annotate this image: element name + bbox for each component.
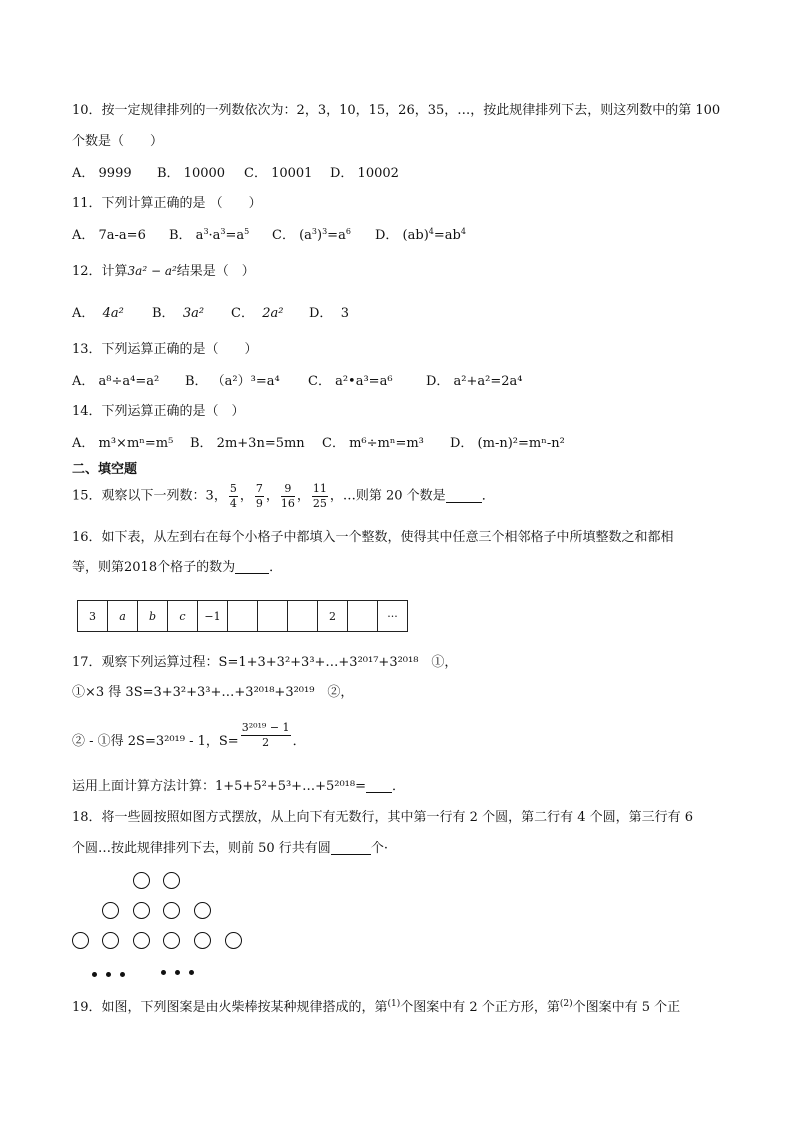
circle (102, 932, 119, 949)
grid-cell: 2 (318, 601, 348, 632)
q15-fraction-1: $\frac{5}{4}$ (229, 482, 237, 510)
q13-option-c: C． a²•a³=a⁶ (308, 374, 393, 389)
q13-option-d: D． a²+a²=2a⁴ (426, 374, 523, 389)
q18-answer-blank[interactable] (331, 842, 371, 855)
grid-cell: 3 (78, 601, 108, 632)
q13-option-a: A． a⁸÷a⁴=a² (72, 374, 160, 389)
q13-options (72, 375, 523, 388)
q12-option-b: B． 3a² (152, 306, 205, 321)
q12-option-a: A． 4a² (72, 306, 124, 321)
q18-line2: 个圆…按此规律排列下去，则前 50 行共有圆 个· (72, 841, 388, 856)
q17-answer-blank[interactable] (366, 780, 392, 793)
q17-line1: 17．观察下列运算过程：S=1+3+3²+3³+…+3²⁰¹⁷+3²⁰¹⁸ ①， (72, 655, 458, 670)
q16-line1: 16．如下表，从左到右在每个小格子中都填入一个整数，使得其中任意三个相邻格子中所填整数之和都相 (72, 530, 674, 545)
circle (163, 872, 180, 889)
q11-option-d: D． $(ab)^4=ab^4$ (375, 227, 466, 243)
q13-option-b: B． （a²）³=a⁴ (185, 374, 280, 389)
q11-options (72, 229, 466, 242)
q14-stem: 14．下列运算正确的是（ ） (72, 404, 245, 419)
q15: 15．观察以下一列数：3， $\frac{5}{4}$ ， $\frac{7}{9}$ ， $\frac{9}{16}$ ， $\frac{11}{25}$ ，…则第 20 个数是 ． (72, 482, 495, 510)
ellipsis-dot (120, 972, 125, 977)
circle (163, 902, 180, 919)
grid-cell: a (108, 601, 138, 632)
circle (133, 872, 150, 889)
q12-option-d: D． 3 (309, 306, 349, 321)
q17-line3: ② - ①得 2S=3²⁰¹⁹ - 1，S= $\frac{\text{3²⁰¹⁹ − 1}}{2}$ ． (72, 721, 306, 750)
ellipsis-dot (161, 970, 166, 975)
q18-line1: 18．将一些圆按照如图方式摆放，从上向下有无数行，其中第一行有 2 个圆，第二行有 4 个圆，第三行有 6 (72, 810, 694, 825)
circle (194, 932, 211, 949)
q13-stem: 13．下列运算正确的是（ ） (72, 342, 258, 357)
q16-line2: 等，则第2018个格子的数为 ． (72, 560, 283, 575)
grid-cell: b (138, 601, 168, 632)
section-heading: 二、填空题 (72, 462, 138, 477)
q14-options (72, 437, 565, 450)
ellipsis-dot (106, 972, 111, 977)
q12-expression: 3a² − a² (127, 264, 177, 278)
q15-fraction-4: $\frac{11}{25}$ (312, 482, 327, 510)
q10-option-d: D． 10002 (330, 166, 399, 181)
circle (194, 902, 211, 919)
grid-cell (348, 601, 378, 632)
q16-number-grid (77, 600, 408, 632)
q15-fraction-3: $\frac{9}{16}$ (280, 482, 295, 510)
q10-options (72, 167, 399, 180)
q14-option-c: C． m⁶÷mⁿ=m³ (322, 436, 424, 451)
q15-fraction-2: $\frac{7}{9}$ (255, 482, 263, 510)
circle (72, 932, 89, 949)
q12-option-c: C． 2a² (231, 306, 284, 321)
q11-option-a: A． 7a-a=6 (72, 228, 146, 243)
grid-cell (258, 601, 288, 632)
grid-cell (228, 601, 258, 632)
q10-line1: 10．按一定规律排列的一列数依次为：2，3，10，15，26，35，…，按此规律排列下去，则这列数中的第 100 (72, 103, 721, 118)
q10-option-b: B． 10000 (157, 166, 226, 181)
ellipsis-dot (175, 970, 180, 975)
q12-stem: 12．计算3a² − a²结果是（ ） (72, 264, 255, 279)
grid-cell: c (168, 601, 198, 632)
q14-option-a: A． m³×mⁿ=m⁵ (72, 436, 174, 451)
q11-option-b: B． $a^3\cdot a^3=a^5$ (169, 227, 250, 243)
q17-fraction: $\frac{\text{3²⁰¹⁹ − 1}}{2}$ (241, 721, 290, 749)
ellipsis-dot (92, 972, 97, 977)
q16-answer-blank[interactable] (235, 561, 269, 574)
q10-option-a: A． 9999 (72, 166, 132, 181)
circle (225, 932, 242, 949)
circle (133, 932, 150, 949)
q14-option-d: D． (m-n)²=mⁿ-n² (450, 436, 565, 451)
grid-cell: ··· (378, 601, 408, 632)
circle (102, 902, 119, 919)
ellipsis-dot (189, 970, 194, 975)
q14-option-b: B． 2m+3n=5mn (190, 436, 305, 451)
q11-option-c: C． $(a^3)^3=a^6$ (272, 227, 351, 243)
grid-cell (288, 601, 318, 632)
circle (163, 932, 180, 949)
grid-cell: −1 (198, 601, 228, 632)
q17-line4: 运用上面计算方法计算：1+5+5²+5³+…+5²⁰¹⁸= ． (72, 779, 405, 794)
q11-stem: 11．下列计算正确的是 （ ） (72, 196, 262, 211)
q10-option-c: C． 10001 (244, 166, 313, 181)
q19-line1: 19．如图，下列图案是由火柴棒按某种规律搭成的，第$^{(1)}$个图案中有 2 个正方形，第$^{(2)}$个图案中有 5 个正 (72, 999, 681, 1015)
circle (133, 902, 150, 919)
q15-answer-blank[interactable] (446, 490, 482, 503)
q10-line2: 个数是（ ） (72, 134, 164, 149)
q17-line2: ①×3 得 3S=3+3²+3³+…+3²⁰¹⁸+3²⁰¹⁹ ②， (72, 685, 354, 700)
q12-options (72, 307, 349, 320)
